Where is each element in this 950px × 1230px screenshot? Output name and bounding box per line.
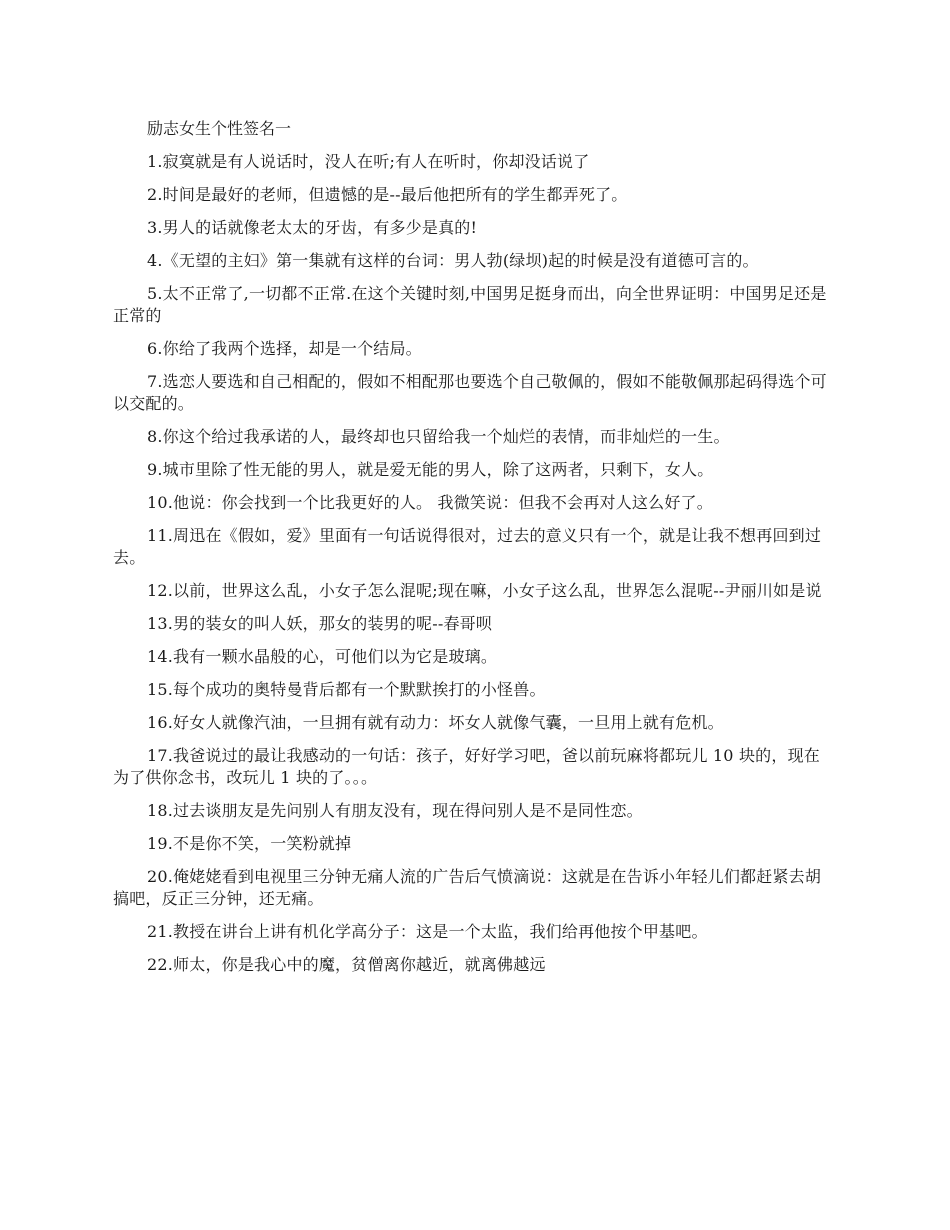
list-item: 21.教授在讲台上讲有机化学高分子：这是一个太监，我们给再他按个甲基吧。 (147, 922, 708, 941)
list-item: 4.《无望的主妇》第一集就有这样的台词：男人勃(绿坝)起的时候是没有道德可言的。 (147, 251, 759, 270)
list-item: 11.周迅在《假如，爱》里面有一句话说得很对，过去的意义只有一个，就是让我不想再回到过去。 (113, 526, 822, 567)
list-item: 6.你给了我两个选择，却是一个结局。 (147, 339, 422, 358)
list-item: 12.以前，世界这么乱，小女子怎么混呢;现在嘛，小女子这么乱，世界怎么混呢--尹丽川如是说 (147, 581, 822, 600)
list-item: 19.不是你不笑，一笑粉就掉 (147, 834, 352, 853)
list-item: 2.时间是最好的老师，但遗憾的是--最后他把所有的学生都弄死了。 (147, 185, 628, 204)
document-page (113, 118, 833, 987)
list-item: 14.我有一颗水晶般的心，可他们以为它是玻璃。 (147, 647, 498, 666)
list-item: 22.师太，你是我心中的魔，贫僧离你越近，就离佛越远 (147, 955, 546, 974)
list-item: 5.太不正常了,一切都不正常.在这个关键时刻,中国男足挺身而出，向全世界证明：中国男足还是正常的 (113, 284, 827, 325)
list-item: 15.每个成功的奥特曼背后都有一个默默挨打的小怪兽。 (147, 680, 546, 699)
list-item: 1.寂寞就是有人说话时，没人在听;有人在听时，你却没话说了 (147, 152, 590, 171)
list-item: 20.俺姥姥看到电视里三分钟无痛人流的广告后气愤滴说：这就是在告诉小年轻儿们都赶紧去胡搞吧，反正三分钟，还无痛。 (113, 867, 822, 908)
list-item: 7.选恋人要选和自己相配的，假如不相配那也要选个自己敬佩的，假如不能敬佩那起码得选个可以交配的。 (113, 372, 827, 413)
list-item: 18.过去谈朋友是先问别人有朋友没有，现在得问别人是不是同性恋。 (147, 801, 643, 820)
list-item: 10.他说：你会找到一个比我更好的人。 我微笑说：但我不会再对人这么好了。 (147, 493, 713, 512)
list-item: 13.男的装女的叫人妖，那女的装男的呢--春哥呗 (147, 614, 493, 633)
list-item: 16.好女人就像汽油，一旦拥有就有动力：坏女人就像气囊，一旦用上就有危机。 (147, 713, 724, 732)
list-item: 9.城市里除了性无能的男人，就是爱无能的男人，除了这两者，只剩下，女人。 (147, 460, 714, 479)
list-item: 3.男人的话就像老太太的牙齿，有多少是真的! (147, 218, 478, 237)
document-title: 励志女生个性签名一 (147, 119, 292, 138)
list-item: 8.你这个给过我承诺的人，最终却也只留给我一个灿烂的表情，而非灿烂的一生。 (147, 427, 730, 446)
list-item: 17.我爸说过的最让我感动的一句话：孩子，好好学习吧，爸以前玩麻将都玩儿 10 块的，现在为了供你念书，改玩儿 1 块的了。。。 (113, 746, 820, 787)
